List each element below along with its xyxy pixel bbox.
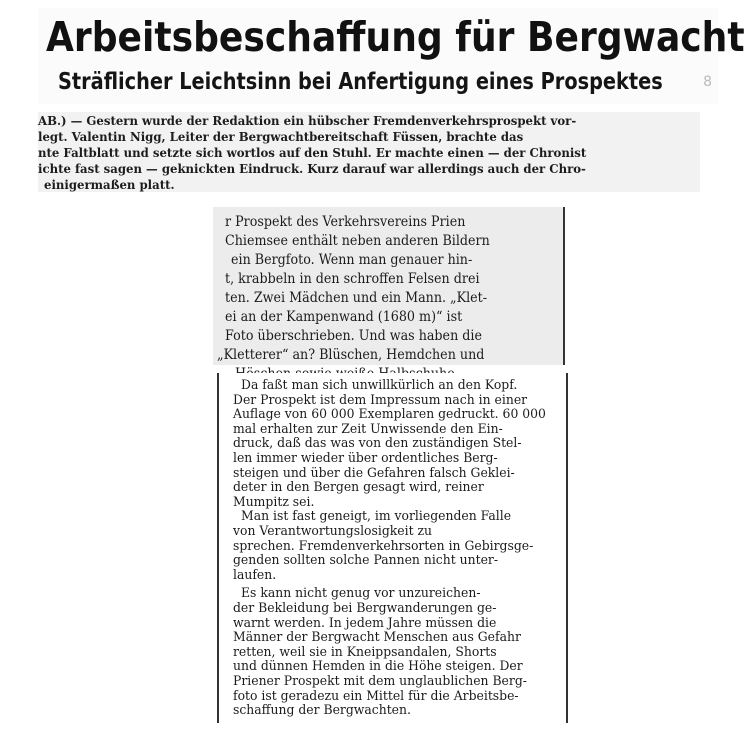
lead-line: legt. Valentin Nigg, Leiter der Bergwachtbereitschaft Füssen, brachte das [38, 130, 524, 144]
column-2-line: Man ist fast geneigt, im vorliegenden Falle [241, 509, 512, 525]
lead-paragraph-clipping [38, 112, 700, 192]
column-2-line: sprechen. Fremdenverkehrsorten in Gebirgsge- [233, 538, 534, 554]
column-2-line: laufen. [233, 567, 277, 583]
column-1-line: r Prospekt des Verkehrsvereins Prien [225, 214, 466, 230]
headline-clipping [38, 8, 745, 104]
column-2-line: Auflage von 60 000 Exemplaren gedruckt. 60 000 [233, 407, 546, 423]
column-1-line: Foto überschrieben. Und was haben die [225, 328, 482, 344]
lead-line: AB.) — Gestern wurde der Redaktion ein hübscher Fremdenverkehrsprospekt vor- [38, 114, 577, 128]
lead-line: ichte fast sagen — geknickten Eindruck. Kurz darauf war allerdings auch der Chro- [38, 162, 586, 176]
lead-line: nte Faltblatt und setzte sich wortlos auf den Stuhl. Er machte einen — der Chronist [38, 146, 587, 160]
lead-line: einigermaßen platt. [44, 178, 175, 192]
column-1-line: ei an der Kampenwand (1680 m)“ ist [225, 309, 463, 325]
column-2-line: mal erhalten zur Zeit Unwissende den Ein- [233, 421, 503, 437]
column-2-line: schaffung der Bergwachten. [233, 703, 411, 719]
column-2-line: Mumpitz sei. [233, 494, 315, 510]
column-2-line: und dünnen Hemden in die Höhe steigen. Der [233, 659, 523, 675]
column-2-line: steigen und über die Gefahren falsch Geklei- [233, 465, 515, 481]
column-2-line: Es kann nicht genug vor unzureichen- [241, 586, 481, 602]
column-2-line: deter in den Bergen gesagt wird, reiner [233, 480, 484, 496]
column-1-clipping [213, 207, 565, 365]
stray-glyph: 8 [703, 74, 712, 90]
column-2-line: Da faßt man sich unwillkürlich an den Kopf. [241, 378, 518, 393]
column-1-line: Chiemsee enthält neben anderen Bildern [225, 233, 490, 249]
column-1-line: ten. Zwei Mädchen und ein Mann. „Klet- [225, 290, 488, 306]
column-2-line: von Verantwortungslosigkeit zu [233, 524, 433, 539]
column-1-line: t, krabbeln in den schroffen Felsen drei [225, 271, 480, 287]
column-1-line: „Kletterer“ an? Blüschen, Hemdchen und [217, 347, 485, 363]
subheadline: Sträflicher Leichtsinn bei Anfertigung eines Prospektes [58, 69, 663, 95]
column-2-line: warnt werden. In jedem Jahre müssen die [233, 615, 497, 631]
column-2-line: Der Prospekt ist dem Impressum nach in einer [233, 392, 528, 408]
headline: Arbeitsbeschaffung für Bergwacht [46, 13, 745, 61]
column-2-line: der Bekleidung bei Bergwanderungen ge- [233, 601, 497, 616]
column-2-line: druck, daß das was von den zuständigen Stel- [233, 436, 522, 452]
column-2-line: Priener Prospekt mit dem unglaublichen Berg- [233, 674, 527, 689]
column-2-line: retten, weil sie in Kneippsandalen, Shorts [233, 644, 497, 660]
column-2-line: Männer der Bergwacht Menschen aus Gefahr [233, 630, 521, 646]
column-2-clipping [217, 373, 568, 723]
column-2-line: len immer wieder über ordentliches Berg- [233, 451, 498, 466]
column-2-line: foto ist geradezu ein Mittel für die Arbeitsbe- [233, 688, 519, 704]
column-1-line: ein Bergfoto. Wenn man genauer hin- [231, 252, 473, 268]
column-2-line: genden sollten solche Pannen nicht unter- [233, 553, 499, 569]
